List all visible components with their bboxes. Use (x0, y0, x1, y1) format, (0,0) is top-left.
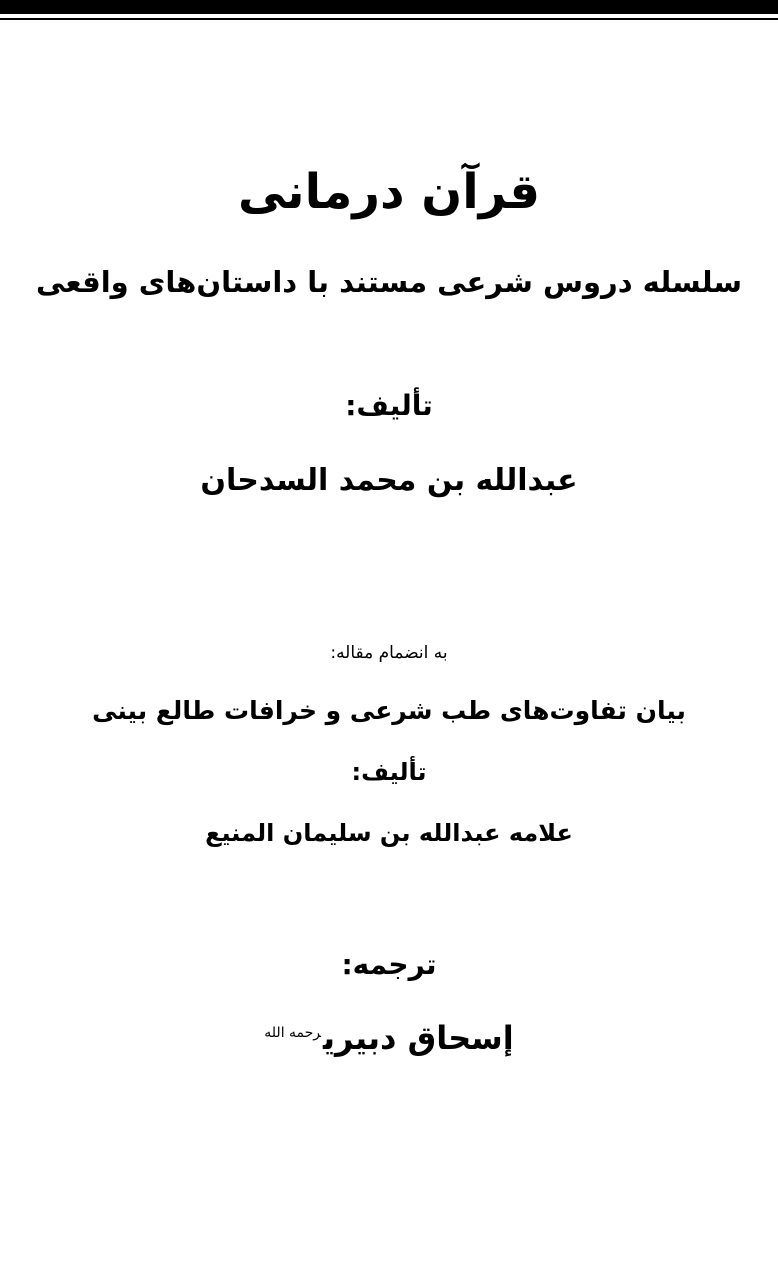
top-border-thick (0, 0, 778, 14)
honorific-mark: رحمه الله (264, 1025, 322, 1042)
top-border-thin (0, 18, 778, 20)
author-name: عبدالله بن محمد السدحان (200, 463, 578, 498)
book-title: قرآن درمانی (237, 164, 540, 220)
translator-line (0, 1019, 778, 1057)
author-label: تألیف: (345, 389, 433, 422)
book-subtitle: سلسله دروس شرعی مستند با داستان‌های واقعی (36, 265, 742, 299)
translation-label: ترجمه: (341, 948, 437, 981)
translator-name: إسحاق دبیری (323, 1019, 514, 1057)
article-author-name: علامه عبدالله بن سلیمان المنیع (205, 819, 573, 847)
attachment-label: به انضمام مقاله: (330, 643, 448, 663)
article-title: بیان تفاوت‌های طب شرعی و خرافات طالع بینی (92, 696, 686, 725)
article-author-label: تألیف: (351, 758, 427, 786)
